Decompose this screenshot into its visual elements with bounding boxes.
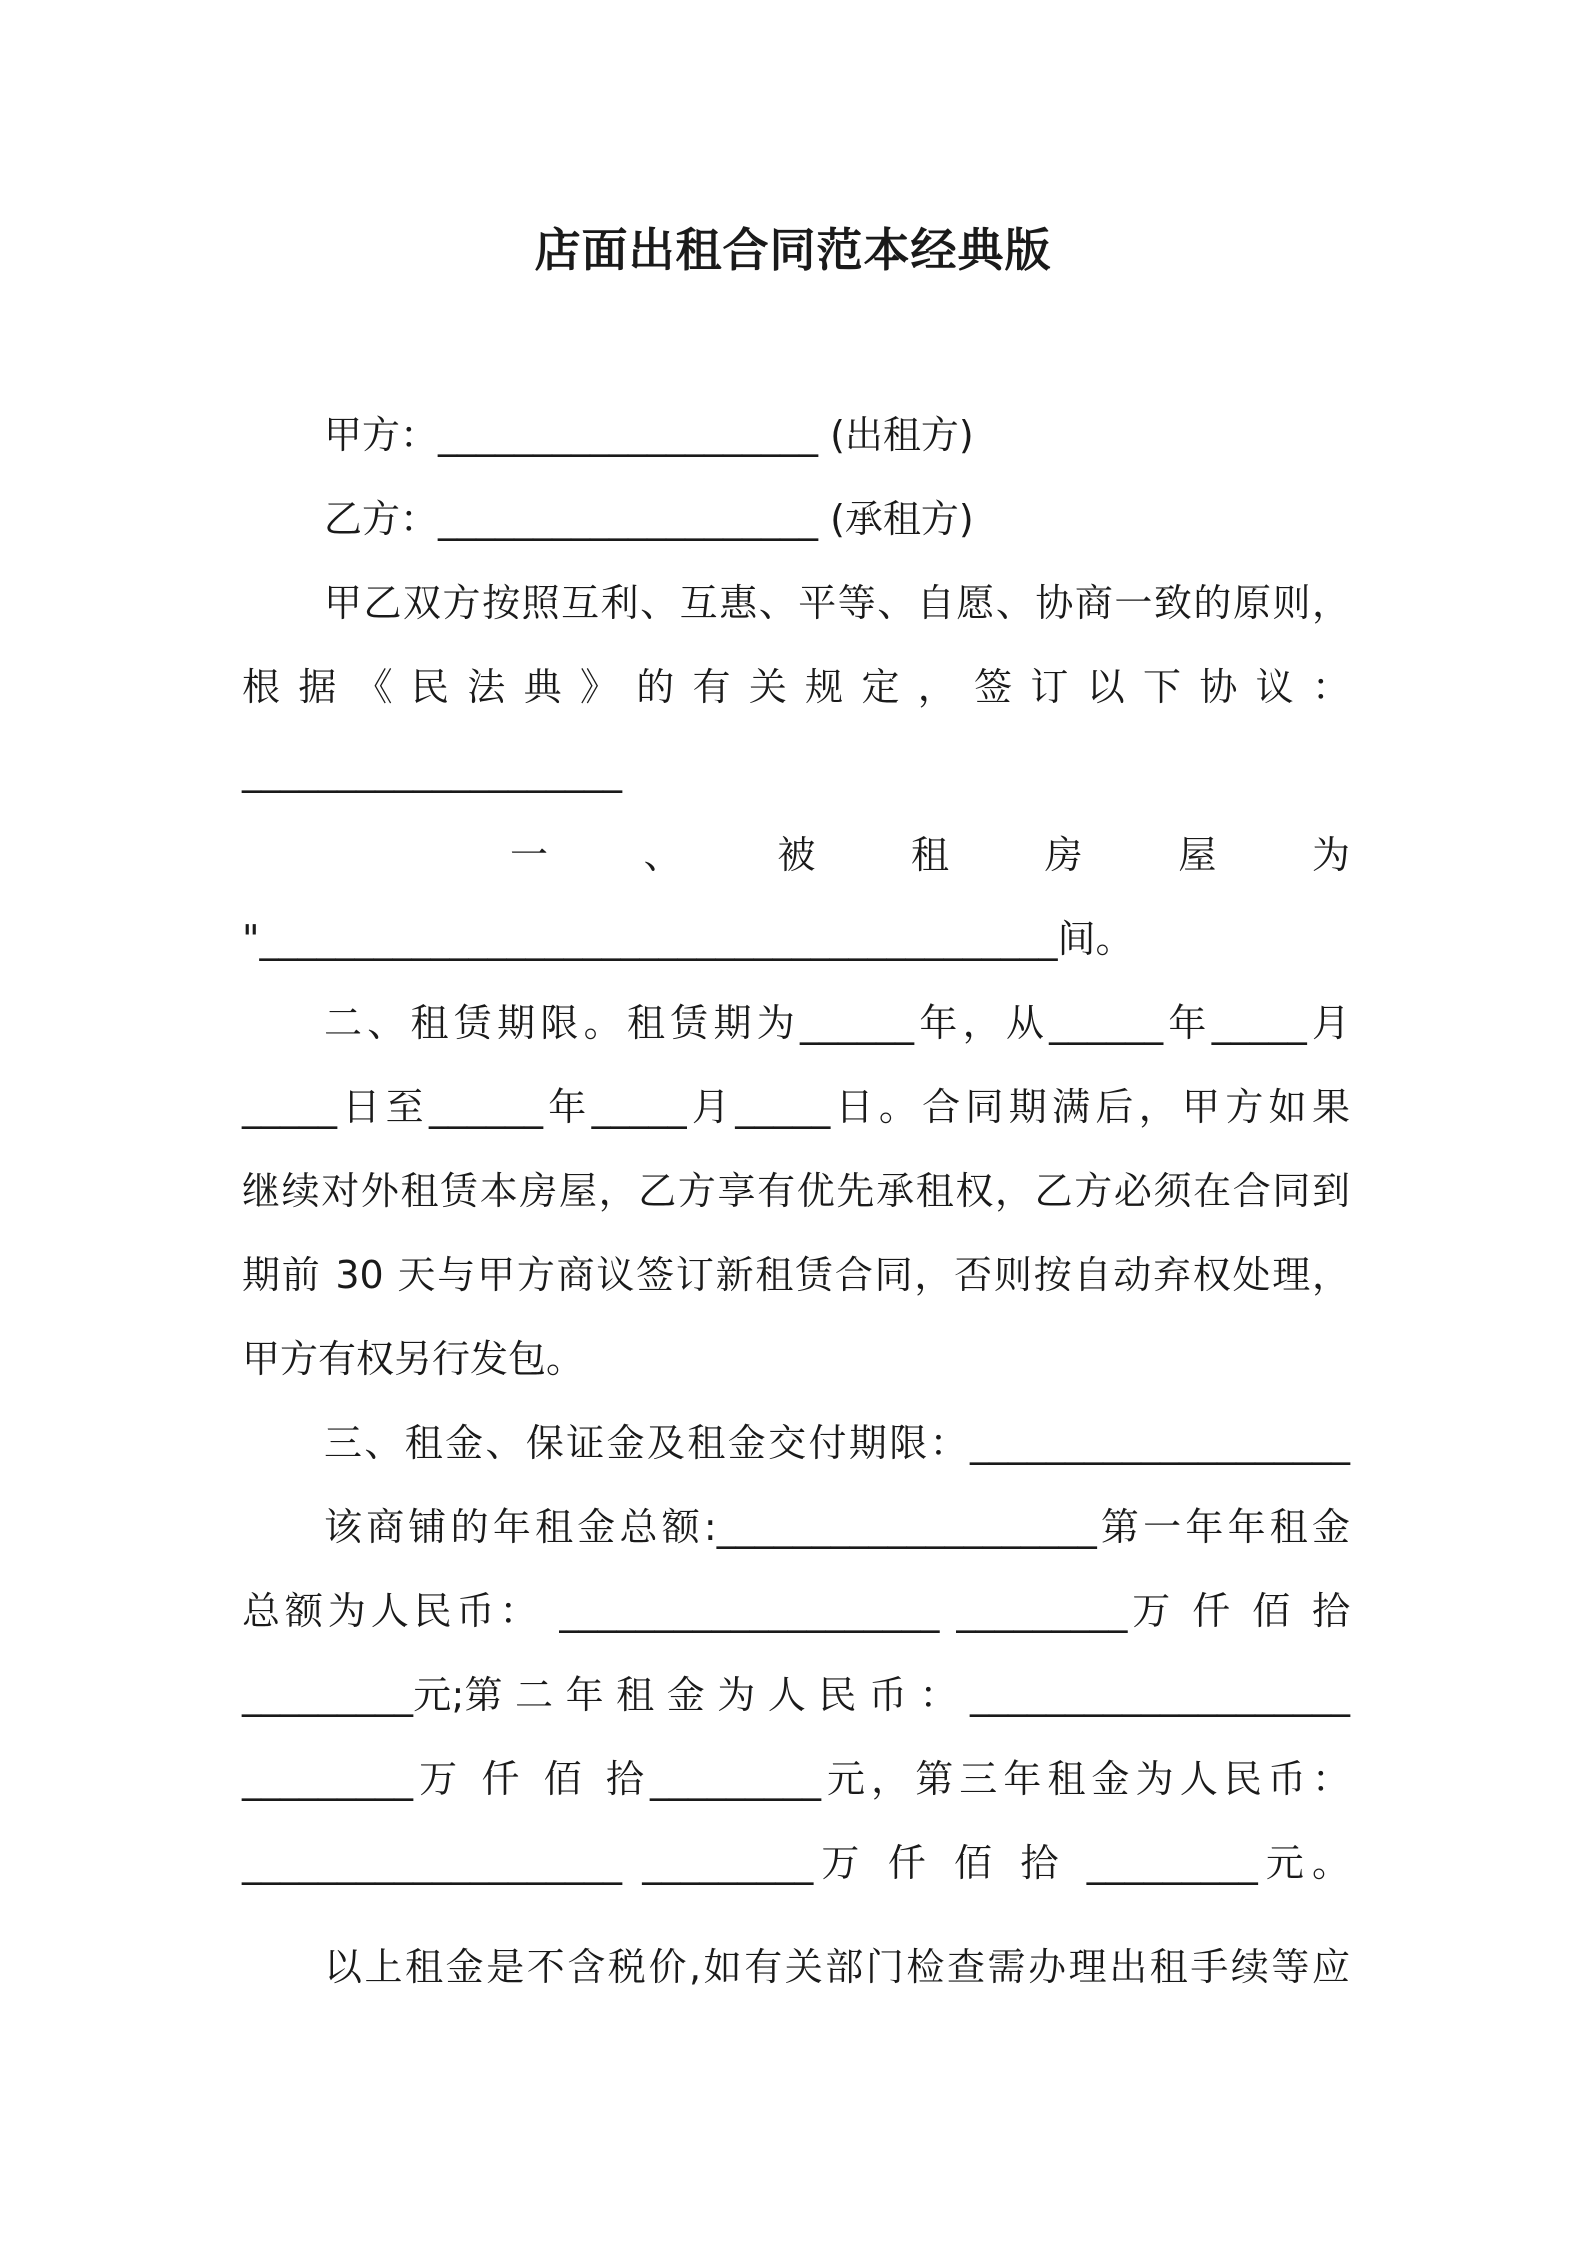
clause-one-line: 一 、 被 租 房 屋 为	[510, 833, 1350, 877]
party-b-line: 乙方：____________________ (承租方)	[324, 497, 974, 541]
party-a-line: 甲方：____________________ (出租方)	[324, 413, 974, 457]
clause-three-line: 该商铺的年租金总额:____________________第一年年租金	[324, 1505, 1350, 1549]
paragraph-line: 以上租金是不含税价,如有关部门检查需办理出租手续等应	[324, 1945, 1350, 1989]
clause-one-line: "__________________________________________间。	[242, 917, 1134, 961]
clause-two-line: 甲方有权另行发包。	[242, 1337, 585, 1381]
clause-two-line: 期前 30 天与甲方商议签订新租赁合同，否则按自动弃权处理，	[242, 1253, 1350, 1297]
clause-three-line: 三、租金、保证金及租金交付期限：____________________	[324, 1421, 1350, 1465]
document-title: 店面出租合同范本经典版	[534, 223, 1052, 277]
clause-two-line: 继续对外租赁本房屋，乙方享有优先承租权，乙方必须在合同到	[242, 1169, 1350, 1213]
clause-three-line: _________元;第 二 年 租 金 为 人 民 币 ： ____________________	[242, 1673, 1350, 1717]
paragraph-line: ____________________	[242, 749, 622, 793]
clause-two-line: 二、租赁期限。租赁期为______年，从______年_____月	[324, 1001, 1350, 1045]
clause-three-line: ____________________ _________万 仟 佰 拾 _________元。	[242, 1841, 1350, 1885]
clause-three-line: _________万 仟 佰 拾_________元，第三年租金为人民币：	[242, 1757, 1350, 1801]
paragraph-line: 甲乙双方按照互利、互惠、平等、自愿、协商一致的原则，	[324, 581, 1350, 625]
clause-three-line: 总额为人民币： ____________________ _________万 仟 佰 拾	[242, 1589, 1350, 1633]
paragraph-line: 根 据 《 民 法 典 》 的 有 关 规 定 ， 签 订 以 下 协 议 ：	[242, 665, 1350, 709]
clause-two-line: _____日至______年_____月_____日。合同期满后，甲方如果	[242, 1085, 1350, 1129]
